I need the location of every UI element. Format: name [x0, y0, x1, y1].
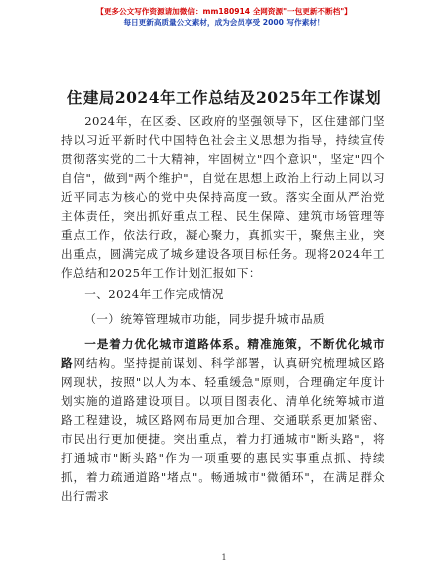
document-title: 住建局2024年工作总结及2025年工作谋划: [66, 88, 382, 107]
body-paragraph: [61, 335, 385, 506]
document-body: [61, 112, 385, 506]
banner-member-line: 每日更新高质量公文素材，成为会员享受 2000 写作素材！: [123, 18, 325, 27]
banner-promo-line: 【更多公文写作资源请加微信：mm180914 全网资源"一包更新不断档"】: [96, 7, 352, 16]
header-banner: [0, 6, 448, 28]
paragraph-text: 网结构。坚持提前谋划、科学部署，认真研究梳理城区路网现状，按照"以人为本、轻重缓急"原则，合理确定年度计划实施的道路建设项目。以项目图表化、清单化统筹城市道路工程建设，城区路网布局更加合理、交通联系更加紧密、市民出行更加便捷。突出重点，着力打通城市"断头路"，将打通城市"断头路"作为一项重要的惠民实事重点抓、持续抓，着力疏通道路"堵点"。畅通城市"微循环"，在满足群众出行需求: [61, 356, 385, 503]
section-heading: 一、2024年工作完成情况: [84, 287, 224, 301]
page-number: 1: [221, 553, 227, 562]
intro-paragraph: 2024年，在区委、区政府的坚强领导下，区住建部门坚持以习近平新时代中国特色社会主义思想为指导，持续宣传贯彻落实党的二十大精神，牢固树立"四个意识"，坚定"四个自信"，做到"两个维护"，自觉在思想上政治上行动上同以习近平同志为核心的党中央保持高度一致。落实全面从严治党主体责任，突出抓好重点工程、民生保障、建筑市场管理等重点工作，依法行政，凝心聚力，真抓实干，聚焦主业，突出重点，圆满完成了城乡建设各项目标任务。现将2024年工作总结和2025年工作计划汇报如下：: [61, 114, 385, 280]
subsection-heading: （一）统筹管理城市功能，同步提升城市品质: [84, 312, 326, 326]
paragraph-lead-bold: 一是着力优化城市道路体系。精准施策，不断优化城市路: [61, 337, 385, 370]
